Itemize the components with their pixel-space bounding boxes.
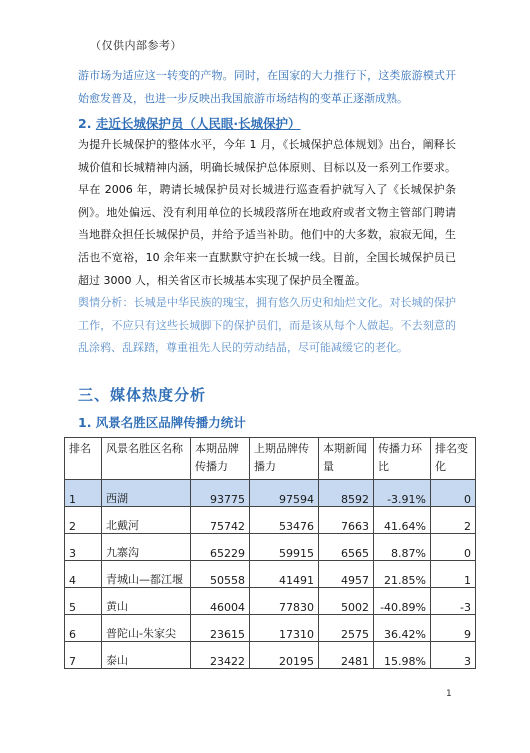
intro-paragraph: 游市场为适应这一转变的产物。同时，在国家的大力推行下，这类旅游模式开始愈发普及，也进一步反映出我国旅游市场结构的变革正逐渐成熟。 xyxy=(78,69,456,105)
cell-previous-power: 41491 xyxy=(250,561,319,588)
header-mom-change: 传播力环比 xyxy=(374,438,431,480)
cell-rank-change: 3 xyxy=(431,642,476,669)
cell-news-volume: 6565 xyxy=(319,534,374,561)
cell-current-power: 46004 xyxy=(191,588,250,615)
cell-current-power: 65229 xyxy=(191,534,250,561)
cell-mom-change: 36.42% xyxy=(374,615,431,642)
cell-rank: 6 xyxy=(65,615,102,642)
table-row xyxy=(65,480,476,507)
cell-name: 青城山—都江堰 xyxy=(102,561,191,588)
cell-current-power: 50558 xyxy=(191,561,250,588)
cell-name: 普陀山-朱家尖 xyxy=(102,615,191,642)
cell-rank: 3 xyxy=(65,534,102,561)
cell-news-volume: 4957 xyxy=(319,561,374,588)
cell-current-power: 75742 xyxy=(191,507,250,534)
brand-ranking-table xyxy=(64,437,476,669)
cell-mom-change: 8.87% xyxy=(374,534,431,561)
cell-current-power: 93775 xyxy=(191,480,250,507)
cell-previous-power: 97594 xyxy=(250,480,319,507)
cell-mom-change: 41.64% xyxy=(374,507,431,534)
header-note: （仅供内部参考） xyxy=(90,39,182,52)
heading-number: 2. xyxy=(78,116,92,131)
table-row xyxy=(65,588,476,615)
page-number: 1 xyxy=(446,689,452,699)
table-header-row xyxy=(65,438,476,480)
cell-previous-power: 53476 xyxy=(250,507,319,534)
cell-mom-change: 21.85% xyxy=(374,561,431,588)
cell-rank: 5 xyxy=(65,588,102,615)
table-row xyxy=(65,534,476,561)
sentiment-analysis-paragraph: 舆情分析：长城是中华民族的瑰宝，拥有悠久历史和灿烂文化。对长城的保护工作，不应只有这些长城脚下的保护员们，而是该从每个人做起。不去刻意的乱涂鸦、乱踩踏，尊重祖先人民的劳动结晶，尽可能减缓它的老化。 xyxy=(78,296,456,355)
section-heading-2 xyxy=(78,114,301,132)
table-row xyxy=(65,507,476,534)
cell-news-volume: 7663 xyxy=(319,507,374,534)
cell-news-volume: 2575 xyxy=(319,615,374,642)
body-paragraph: 为提升长城保护的整体水平，今年 1 月，《长城保护总体规划》出台，阐释长城价值和长城精神内涵，明确长城保护总体原则、目标以及一系列工作要求。早在 2006 年，聘请长城保护员对长城进行巡查看护就写入了《长城保护条例》。地处偏远、没有利用单位的长城段落所在地政府或者文物主管部门聘请当地群众担任长城保护员，并给予适当补助。他们中的大多数，寂寂无闻，生活也不宽裕，10 余年来一直默默守护在长城一线。目前，全国长城保护员已超过 3000 人，相关省区市长城基本实现了保护员全覆盖。 xyxy=(78,138,456,287)
header-rank-change: 排名变化 xyxy=(431,438,476,480)
section-title: 三、媒体热度分析 xyxy=(78,386,207,404)
table-row xyxy=(65,561,476,588)
cell-rank-change: 0 xyxy=(431,534,476,561)
table-row xyxy=(65,642,476,669)
cell-news-volume: 5002 xyxy=(319,588,374,615)
cell-news-volume: 8592 xyxy=(319,480,374,507)
table-row xyxy=(65,615,476,642)
cell-name: 黄山 xyxy=(102,588,191,615)
cell-mom-change: 15.98% xyxy=(374,642,431,669)
cell-rank-change: 2 xyxy=(431,507,476,534)
cell-rank-change: 0 xyxy=(431,480,476,507)
cell-mom-change: -40.89% xyxy=(374,588,431,615)
cell-name: 九寨沟 xyxy=(102,534,191,561)
cell-rank-change: -3 xyxy=(431,588,476,615)
cell-rank: 7 xyxy=(65,642,102,669)
cell-rank: 2 xyxy=(65,507,102,534)
cell-news-volume: 2481 xyxy=(319,642,374,669)
header-previous-power: 上期品牌传播力 xyxy=(250,438,319,480)
cell-previous-power: 77830 xyxy=(250,588,319,615)
subsection-title: 1. 风景名胜区品牌传播力统计 xyxy=(78,415,246,430)
cell-rank: 1 xyxy=(65,480,102,507)
cell-previous-power: 59915 xyxy=(250,534,319,561)
cell-mom-change: -3.91% xyxy=(374,480,431,507)
cell-previous-power: 17310 xyxy=(250,615,319,642)
header-current-power: 本期品牌传播力 xyxy=(191,438,250,480)
cell-name: 泰山 xyxy=(102,642,191,669)
header-name: 风景名胜区名称 xyxy=(102,438,191,480)
cell-previous-power: 20195 xyxy=(250,642,319,669)
heading-title-link[interactable]: 走近长城保护员（人民眼·长城保护） xyxy=(95,116,301,131)
cell-current-power: 23615 xyxy=(191,615,250,642)
header-rank: 排名 xyxy=(65,438,102,480)
cell-rank-change: 9 xyxy=(431,615,476,642)
cell-rank-change: 1 xyxy=(431,561,476,588)
cell-name: 西湖 xyxy=(102,480,191,507)
cell-current-power: 23422 xyxy=(191,642,250,669)
header-news-volume: 本期新闻量 xyxy=(319,438,374,480)
cell-name: 北戴河 xyxy=(102,507,191,534)
cell-rank: 4 xyxy=(65,561,102,588)
